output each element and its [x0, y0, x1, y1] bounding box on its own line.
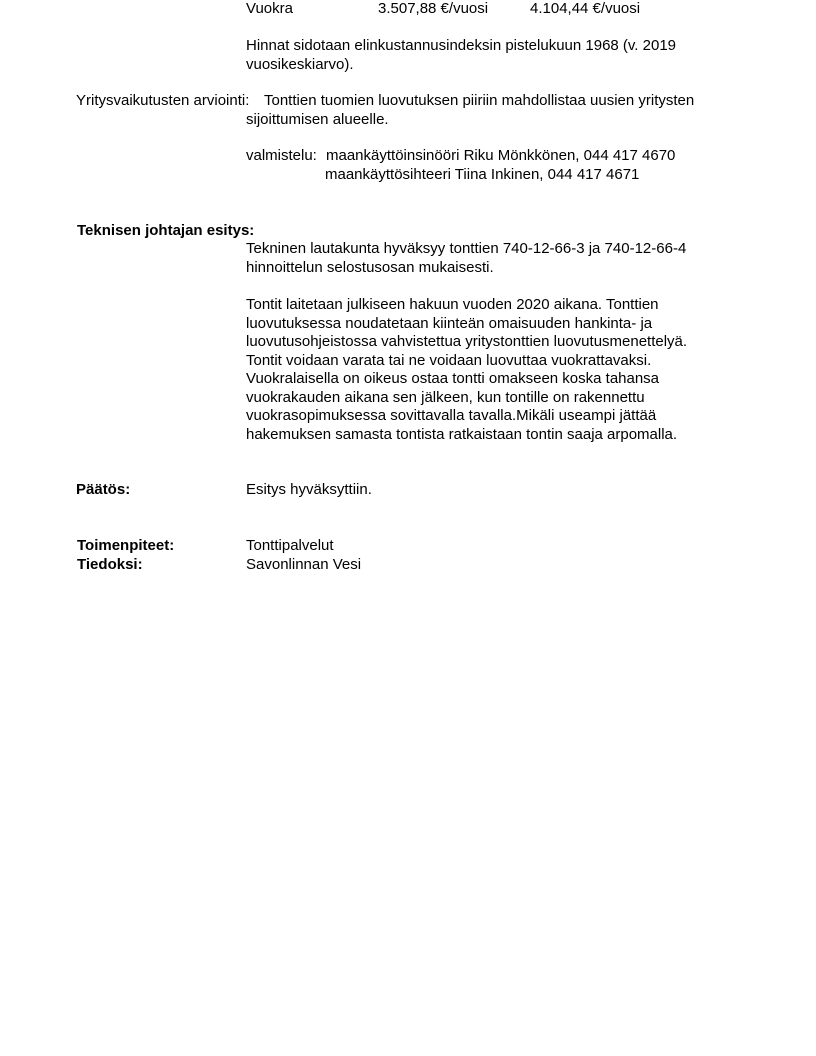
rent-label: Vuokra — [246, 0, 293, 17]
preparation-line-1: maankäyttöinsinööri Riku Mönkkönen, 044 417 4670 — [326, 147, 676, 164]
notice-label: Tiedoksi: — [77, 556, 143, 573]
proposal-line: hinnoittelun selostusosan mukaisesti. — [246, 258, 494, 276]
index-note-line: vuosikeskiarvo). — [246, 55, 354, 73]
proposal-line: luovutusohjeistossa vahvistettua yritystonttien luovutusmenettelyä. — [246, 333, 688, 350]
notice-text: Savonlinnan Vesi — [246, 556, 362, 573]
rent-value-b: 4.104,44 €/vuosi — [530, 0, 641, 17]
rent-value-a: 3.507,88 €/vuosi — [378, 0, 489, 17]
proposal-line: vuokrakauden aikana sen jälkeen, kun tontille on rakennettu — [246, 388, 645, 406]
business-impact-line: Tonttien tuomien luovutuksen piiriin mahdollistaa uusien yritysten — [264, 92, 695, 109]
proposal-line: hakemuksen samasta tontista ratkaistaan tontin saaja arpomalla. — [246, 425, 678, 443]
proposal-heading: Teknisen johtajan esitys: — [77, 222, 255, 239]
proposal-line: Tontit laitetaan julkiseen hakuun vuoden 2020 aikana. Tonttien — [246, 296, 659, 313]
preparation-line-2: maankäyttösihteeri Tiina Inkinen, 044 417 4671 — [325, 166, 640, 183]
proposal-paragraph-2 — [246, 296, 746, 444]
proposal-paragraph-1 — [246, 240, 746, 277]
business-impact-label: Yritysvaikutusten arviointi: — [76, 92, 250, 109]
business-impact-text — [246, 92, 746, 129]
decision-label: Päätös: — [76, 481, 131, 498]
actions-label: Toimenpiteet: — [77, 537, 175, 554]
actions-text: Tonttipalvelut — [246, 537, 334, 554]
proposal-line: vuokrasopimuksessa sovittavalla tavalla.Mikäli useampi jättää — [246, 407, 657, 424]
proposal-line: Vuokralaisella on oikeus ostaa tontti omakseen koska tahansa — [246, 370, 660, 387]
proposal-line: Tekninen lautakunta hyväksyy tonttien 740-12-66-3 ja 740-12-66-4 — [246, 240, 687, 257]
decision-text: Esitys hyväksyttiin. — [246, 481, 372, 498]
proposal-line: Tontit voidaan varata tai ne voidaan luovuttaa vuokrattavaksi. — [246, 351, 652, 369]
proposal-line: luovutuksessa noudatetaan kiinteän omaisuuden hankinta- ja — [246, 314, 653, 332]
index-note-line: Hinnat sidotaan elinkustannusindeksin pistelukuun 1968 (v. 2019 — [246, 37, 677, 54]
preparation-label: valmistelu: — [246, 147, 317, 164]
index-note — [246, 37, 746, 74]
business-impact-line: sijoittumisen alueelle. — [246, 110, 389, 128]
